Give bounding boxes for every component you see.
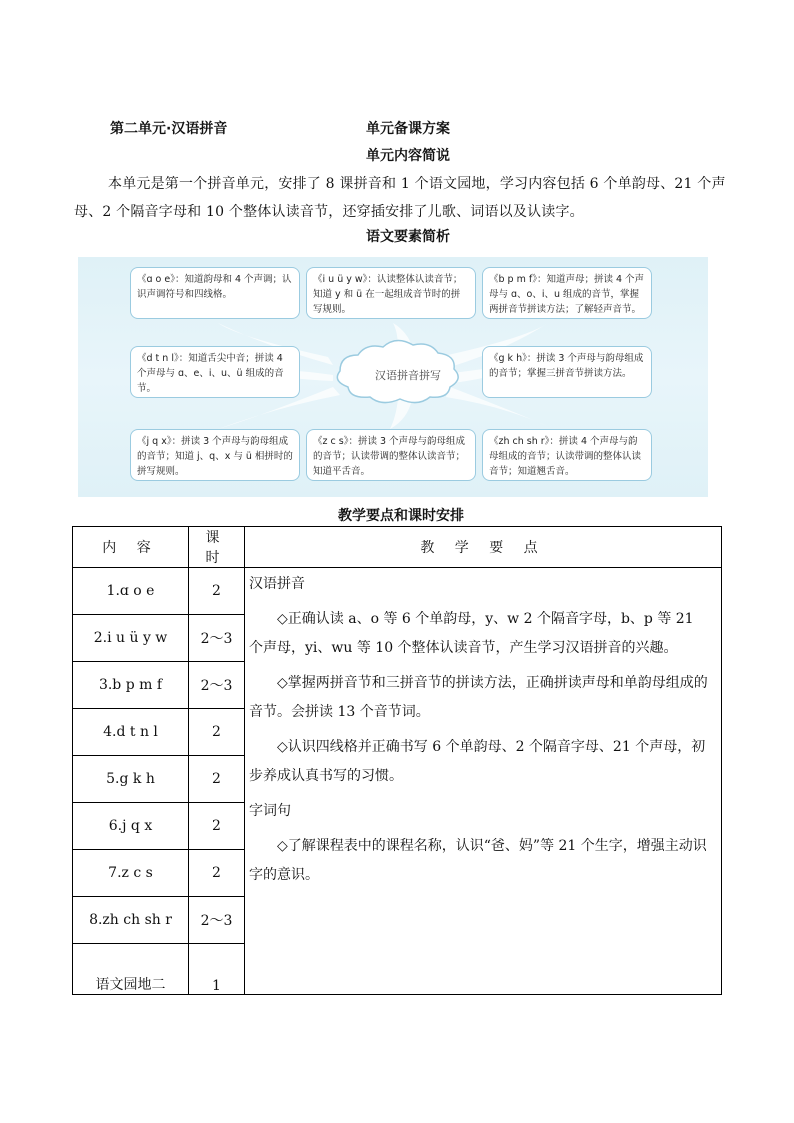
- plan-title: 单元备课方案: [366, 121, 450, 137]
- row-content: 3.b p m f: [73, 662, 189, 709]
- row-content: 语文园地二: [73, 944, 189, 995]
- card-a-o-e: 《ɑ o e》：知道韵母和 4 个声调；认识声调符号和四线格。: [130, 267, 300, 319]
- card-i-u-v-y-w: 《i u ü y w》：认读整体认读音节；知道 y 和 ü 在一起组成音节时的拼写规则。: [306, 267, 476, 319]
- summary-title: 单元内容简说: [366, 148, 450, 164]
- row-hours: 2: [189, 803, 245, 850]
- row-content: 4.d t n l: [73, 709, 189, 756]
- row-hours: 2: [189, 850, 245, 897]
- intro-paragraph: 本单元是第一个拼音单元，安排了 8 课拼音和 1 个语文园地，学习内容包括 6 个单韵母、21 个声母、2 个隔音字母和 10 个整体认读音节，还穿插安排了儿歌、词语以及认读字。: [74, 176, 726, 220]
- card-d-t-n-l: 《d t n l》：知道舌尖中音；拼读 4 个声母与 ɑ、e、i、u、ü 组成的音节。: [130, 346, 300, 398]
- teaching-points-cell: [245, 568, 722, 995]
- header-points: 教 学 要 点: [245, 527, 722, 568]
- diagram-center-label: 汉语拼音拼写: [375, 369, 441, 382]
- row-content: 8.zh ch sh r: [73, 897, 189, 944]
- points-section-words: 字词句: [249, 803, 291, 819]
- row-hours: 1: [189, 944, 245, 995]
- card-b-p-m-f: 《b p m f》：知道声母；拼读 4 个声母与 ɑ、o、i、u 组成的音节，掌握两拼音节拼读方法；了解轻声音节。: [482, 267, 652, 319]
- points-item: ◇正确认读 a、o 等 6 个单韵母，y、w 2 个隔音字母，b、p 等 21 个声母，yi、wu 等 10 个整体认读音节，产生学习汉语拼音的兴趣。: [249, 611, 694, 656]
- header-hours: 课 时: [189, 527, 245, 568]
- lesson-table: [72, 526, 722, 995]
- row-hours: 2: [189, 568, 245, 615]
- card-g-k-h: 《g k h》：拼读 3 个声母与韵母组成的音节；掌握三拼音节拼读方法。: [482, 346, 652, 398]
- row-hours: 2: [189, 709, 245, 756]
- row-hours: 2～3: [189, 897, 245, 944]
- card-j-q-x: 《j q x》：拼读 3 个声母与韵母组成的音节；知道 j、q、x 与 ü 相拼时的拼写规则。: [130, 429, 300, 481]
- row-content: 7.z c s: [73, 850, 189, 897]
- row-content: 6.j q x: [73, 803, 189, 850]
- header-content: 内 容: [73, 527, 189, 568]
- row-hours: 2～3: [189, 662, 245, 709]
- unit-title: 第二单元·汉语拼音: [110, 121, 228, 137]
- row-content: 5.g k h: [73, 756, 189, 803]
- row-content: 2.i u ü y w: [73, 615, 189, 662]
- row-hours: 2: [189, 756, 245, 803]
- table-header-row: [73, 527, 722, 568]
- points-section-pinyin: 汉语拼音: [249, 576, 305, 592]
- row-content: 1.ɑ o e: [73, 568, 189, 615]
- points-item: ◇掌握两拼音节和三拼音节的拼读方法，正确拼读声母和单韵母组成的音节。会拼读 13 个音节词。: [249, 675, 708, 720]
- card-z-c-s: 《z c s》：拼读 3 个声母与韵母组成的音节；认读带调的整体认读音节；知道平舌音。: [306, 429, 476, 481]
- table-row: [73, 568, 722, 615]
- points-item: ◇认识四线格并正确书写 6 个单韵母、2 个隔音字母、21 个声母，初步养成认真书写的习惯。: [249, 739, 706, 784]
- row-hours: 2～3: [189, 615, 245, 662]
- elements-title: 语文要素简析: [366, 229, 450, 245]
- points-item: ◇了解课程表中的课程名称，认识“爸、妈”等 21 个生字，增强主动识字的意识。: [249, 838, 707, 883]
- concept-diagram: [78, 257, 708, 497]
- table-title: 教学要点和课时安排: [338, 508, 464, 524]
- card-zh-ch-sh-r: 《zh ch sh r》：拼读 4 个声母与韵母组成的音节；认读带调的整体认读音节；知道翘舌音。: [482, 429, 652, 481]
